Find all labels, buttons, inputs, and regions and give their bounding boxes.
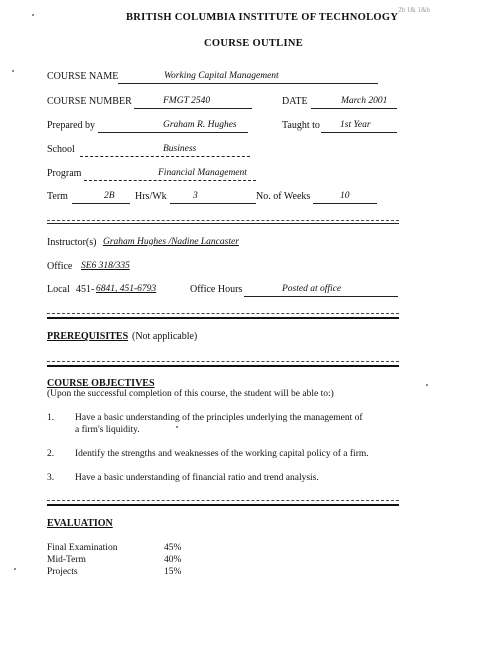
objective-3-text: Have a basic understanding of financial ratio and trend analysis. [75,473,319,483]
school-value: Business [163,144,197,154]
separator-2b [47,317,399,319]
office-value: SE6 318/335 [81,261,130,271]
program-value: Financial Management [158,168,247,178]
course-number-value: FMGT 2540 [163,96,211,106]
prepared-by-label: Prepared by [47,120,96,131]
local-label: Local [47,284,70,295]
scan-speck [426,384,428,386]
taught-to-value: 1st Year [340,120,371,130]
scan-speck [32,14,34,16]
prepared-by-value: Graham R. Hughes [163,120,237,130]
evaluation-heading: EVALUATION [47,518,113,529]
term-label: Term [47,191,68,202]
separator-1 [47,220,399,221]
instructors-label: Instructor(s) [47,237,97,248]
course-number-label: COURSE NUMBER [47,96,132,107]
program-label: Program [47,168,82,179]
weeks-value: 10 [340,191,350,201]
taught-to-label: Taught to [282,120,320,131]
objectives-intro: (Upon the successful completion of this course, the student will be able to:) [47,389,334,399]
hrs-label: Hrs/Wk [135,191,167,202]
local-prefix: 451- [76,284,95,295]
objective-3-number: 3. [47,473,55,483]
scan-speck [176,426,178,428]
evaluation-row-label: Mid-Term [47,555,86,565]
separator-2 [47,313,399,314]
course-name-label: COURSE NAME [47,71,119,82]
separator-3 [47,361,399,362]
institution-title: BRITISH COLUMBIA INSTITUTE OF TECHNOLOGY [126,12,399,23]
hrs-line [170,192,256,204]
objective-1-text-cont: a firm's liquidity. [75,425,140,435]
term-line [72,192,130,204]
objective-2-text: Identify the strengths and weaknesses of the working capital policy of a firm. [75,449,369,459]
corner-mark: 2b 1& 1&b [398,6,430,14]
office-hours-label: Office Hours [190,284,243,295]
objective-1-text: Have a basic understanding of the principles underlying the management of [75,413,363,423]
instructors-value: Graham Hughes /Nadine Lancaster [103,237,239,247]
hrs-value: 3 [193,191,198,201]
evaluation-row-value: 15% [164,567,182,577]
weeks-label: No. of Weeks [256,191,311,202]
separator-4b [47,504,399,506]
prerequisites-note: (Not applicable) [132,331,198,342]
separator-4 [47,500,399,501]
evaluation-row-value: 40% [164,555,182,565]
date-value: March 2001 [341,96,388,106]
separator-3b [47,365,399,367]
objectives-heading: COURSE OBJECTIVES [47,378,155,389]
scan-speck [12,70,14,72]
scan-speck [14,568,16,570]
document-title: COURSE OUTLINE [204,38,304,49]
evaluation-row-label: Final Examination [47,543,118,553]
prerequisites-heading: PREREQUISITES [47,331,129,342]
office-label: Office [47,261,73,272]
date-label: DATE [282,96,308,107]
evaluation-row-value: 45% [164,543,182,553]
evaluation-row-label: Projects [47,567,78,577]
term-value: 2B [104,191,115,201]
school-label: School [47,144,75,155]
course-name-value: Working Capital Management [164,71,279,81]
objective-1-number: 1. [47,413,55,423]
local-value: 6841, 451-6793 [96,284,157,294]
separator-1b [47,223,399,224]
office-hours-value: Posted at office [282,284,342,294]
objective-2-number: 2. [47,449,55,459]
